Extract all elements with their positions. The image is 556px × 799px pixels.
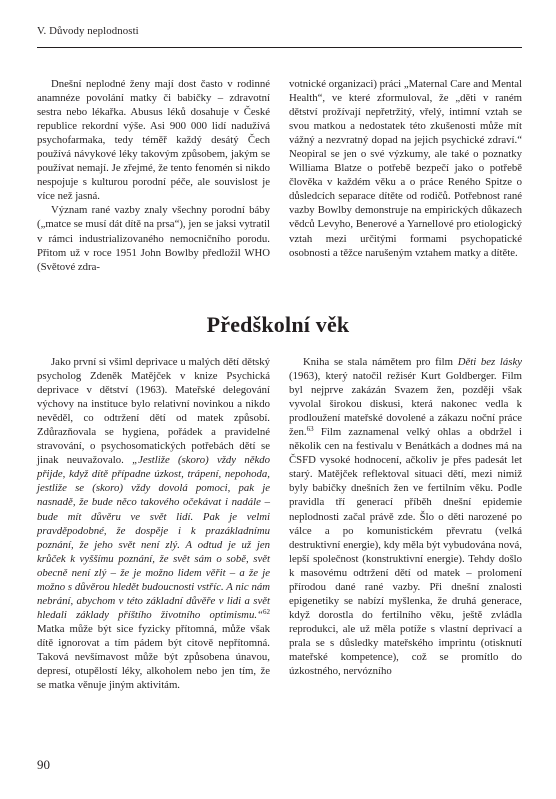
footnote-ref: 62 [263,607,270,616]
paragraph: Význam rané vazby znaly všechny porodní báby („matce se musí dát dítě na prsa“), jen se jaksi vytratil v rámci industrializovaného nemocničního porodu. Přitom už v roce 1951 John Bowlby předložil WHO (Světové zdra- [37,204,270,273]
column-bottom-left [37,355,270,692]
section-title: Předškolní věk [206,312,350,337]
text-run: Film zaznamenal velký ohlas a obdržel i několik cen na festivalu v Benátkách a dodnes má na ČSFD vysoké hodnocení, ačkoliv je přes padesát let starý. Matějček reflektoval situaci dětí, mezi nimiž byly babičky dnešních žen ve fertilním věku. Podle pravidla tří generací příběh dnešní epidemie neplodnosti začal právě zde. Šlo o děti narozené po válce a po komunistickém převratu (velká destruktivní energie), kdy měla být vybudována nová, lepší společnost (konstruktivní energie). Tehdy došlo k masovému odtržení dětí od matek – prolomení přírodou dané rané vazby. Při dnešní znalosti epigenetiky se nabízí myšlenka, že druhá generace, když dorostla do fertilního věku, ještě zvládla reprodukci, ale už měla potíže s vlastní deprivací a prala se s důsledky mateřského imprintu (otisknutí mateřské kompetence), což se promítlo do úzkostného, nervózního [289,426,522,678]
running-header: V. Důvody neplodnosti [37,25,139,37]
quotation: „Jestliže (skoro) vždy někdo přijde, když dítě případne úzkost, trápení, nepohoda, jestliže se (skoro) vždy dovolá pomoci, pak je nasnadě, že bude něco takového očekávat i nadále – bude mít důvěru ve svět lidí. Pak je velmi pravděpodobné, že dospěje i k prazákladnímu poznání, že jeho svět není zlý. A odtud je už jen krůček k vyššímu poznání, že svět sám o sobě, svět obecně není zlý – že je možno lidem věřit – a že je možno s důvěrou hledět budoucnosti vstříc. A nic nám nebrání, abychom v této základní důvěře v lidi a svět hledali základy příštího životního optimismu.“ [37,454,270,621]
paragraph: Dnešní neplodné ženy mají dost často v rodinné anamnéze povolání matky či babičky – zdravotní sestra nebo lékařka. Abusus léků dosahuje v České republice rekordní výše. Asi 900 000 lidí nadužívá psychofarmaka, tedy téměř každý desátý Čech používá návykové léky takovým způsobem, jakým se používat nemají. Je zřejmé, že tento fenomén si nikdo nespojuje s kulturou porodní péče, ale souvislost je více než jasná. [37,78,270,203]
footnote-ref: 63 [306,425,314,434]
paragraph [37,355,270,692]
text-run: Kniha se stala námětem pro film [303,356,458,368]
page-number: 90 [37,757,50,772]
header-rule [37,47,522,48]
text-run: (1963), který natočil režisér Kurt Goldberger. Film byl nejprve zakázán Svazem žen, později však vyvolal širokou diskusi, která nakonec vedla k prodloužení mateřské dovolené a zákazu noční práce žen. [289,370,522,439]
film-title: Děti bez lásky [457,356,522,368]
text-run: Jako první si všiml deprivace u malých dětí dětský psycholog Zdeněk Matějček v knize Psychická deprivace v dětství (1963). Mateřské delegování výchovy na instituce bylo relativní novinkou a nikdo nevěděl, co odtržení dětí od matek způsobí. Zdůrazňovala se hygiena, pořádek a pravidelné stravování, o psychosomatických potřebách dětí se jinak neuvažovalo. [37,356,270,467]
column-top-left [37,77,270,274]
paragraph: votnické organizaci) práci „Maternal Care and Mental Health“, ve které zformuloval, že „děti v raném dětství prožívají nepřetržitý, vřelý, intimní vztah se svou matkou a nedostatek této zkušenosti může mít vážný a nezvratný dopad na jejich psychické zdraví.“ Neopiral se jen o své výzkumy, ale také o poznatky Williama Blatze o potřebě bezpečí jako o potřebě člověka v každém věku a o práce Reného Spitze o důsledcích separace dítěte od rodičů. Potřebnost rané vazby Bowlby demonstruje na empirických důkazech vědců Levyho, Benerové a Yarnellové pro etiologický vztah mezi určitými formami psychopatické osobnosti a těžce narušeným vztahem matky a dítěte. [289,78,522,259]
paragraph [289,355,522,678]
column-bottom-right [289,355,522,678]
text-run: Matka může být sice fyzicky přítomná, může však dítě ignorovat a tím pádem být citově nepřítomná. Taková nevšímavost může být způsobena únavou, depresí, otupělostí léky, alkoholem nebo jen tím, že se matka věnuje jiným aktivitám. [37,622,270,692]
column-top-right [289,77,522,260]
